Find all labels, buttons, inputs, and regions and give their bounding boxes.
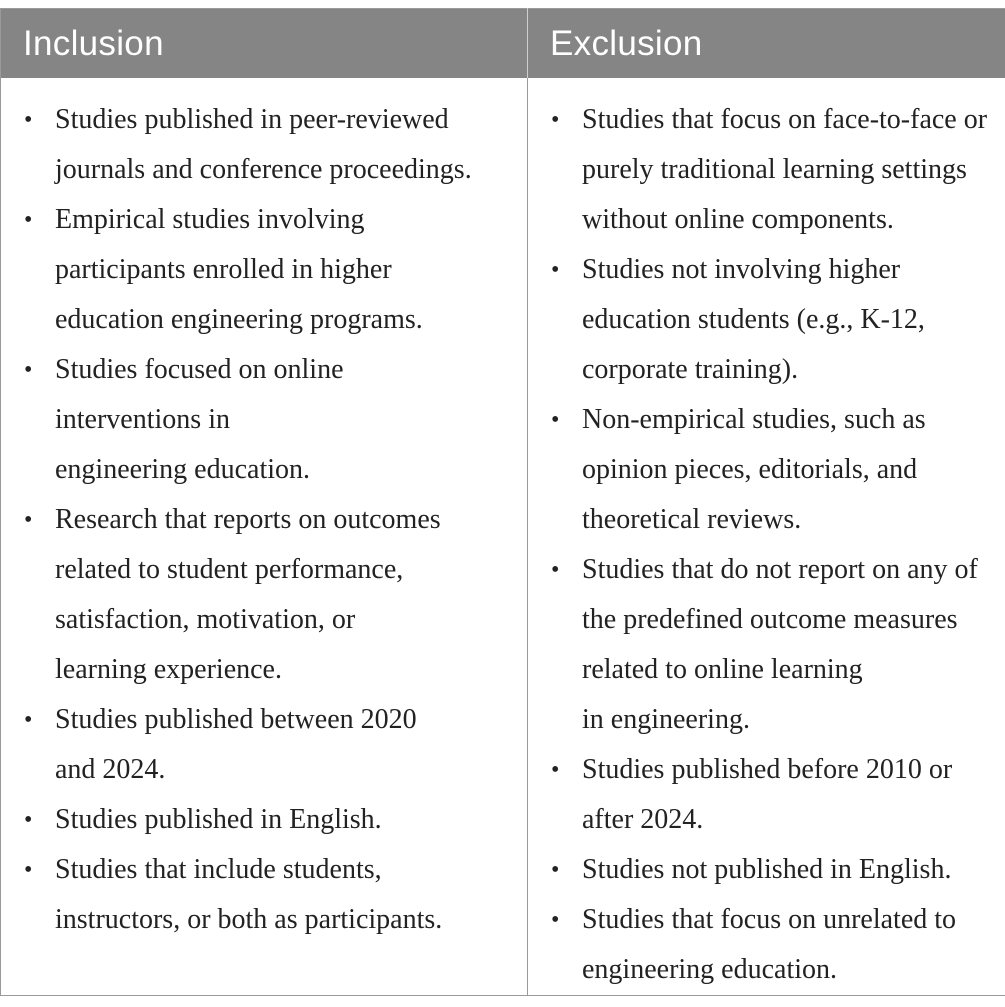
criteria-table: [0, 8, 1005, 996]
criteria-row: [1, 78, 1005, 996]
bullet-icon: •: [551, 107, 560, 133]
exclusion-header: Exclusion: [528, 9, 1005, 79]
exclusion-item-line: Studies not involving higher: [582, 254, 901, 285]
inclusion-item-line: related to student performance,: [55, 554, 404, 585]
inclusion-item-line: satisfaction, motivation, or: [55, 604, 356, 635]
inclusion-item: [1, 195, 527, 345]
inclusion-item-line: Studies published in peer-reviewed: [55, 104, 449, 135]
exclusion-item: [528, 845, 1005, 895]
header-row: [1, 9, 1005, 79]
bullet-icon: •: [551, 857, 560, 883]
exclusion-item-line: opinion pieces, editorials, and: [582, 454, 918, 485]
exclusion-item-line: Studies that do not report on any of: [582, 554, 978, 585]
inclusion-cell: [1, 78, 528, 996]
inclusion-item-line: Empirical studies involving: [55, 204, 365, 235]
exclusion-item-line: related to online learning: [582, 654, 863, 685]
bullet-icon: •: [551, 907, 560, 933]
bullet-icon: •: [24, 857, 33, 883]
bullet-icon: •: [551, 407, 560, 433]
exclusion-item: [528, 895, 1005, 995]
inclusion-item: [1, 95, 527, 195]
exclusion-list: [528, 78, 1005, 995]
exclusion-item-line: corporate training).: [582, 354, 799, 385]
exclusion-item-line: engineering education.: [582, 954, 838, 985]
bullet-icon: •: [24, 807, 33, 833]
exclusion-item-line: Studies that focus on unrelated to: [582, 904, 957, 935]
inclusion-item-line: interventions in: [55, 404, 230, 435]
exclusion-item-line: without online components.: [582, 204, 894, 235]
exclusion-cell: [528, 78, 1005, 996]
inclusion-item-line: and 2024.: [55, 754, 166, 785]
exclusion-item-line: in engineering.: [582, 704, 750, 735]
exclusion-item-line: purely traditional learning settings: [582, 154, 967, 185]
inclusion-item-line: journals and conference proceedings.: [55, 154, 472, 185]
inclusion-item: [1, 695, 527, 795]
inclusion-item-line: learning experience.: [55, 654, 282, 685]
inclusion-item-line: engineering education.: [55, 454, 311, 485]
inclusion-item-line: Research that reports on outcomes: [55, 504, 441, 535]
exclusion-item: [528, 95, 1005, 245]
inclusion-header: Inclusion: [1, 9, 528, 79]
bullet-icon: •: [24, 507, 33, 533]
inclusion-list: [1, 78, 527, 945]
bullet-icon: •: [24, 357, 33, 383]
exclusion-item-line: Studies that focus on face-to-face or: [582, 104, 988, 135]
inclusion-item: [1, 345, 527, 495]
inclusion-item-line: education engineering programs.: [55, 304, 423, 335]
inclusion-item-line: Studies focused on online: [55, 354, 344, 385]
inclusion-item-line: Studies published between 2020: [55, 704, 417, 735]
inclusion-item: [1, 495, 527, 695]
exclusion-item: [528, 245, 1005, 395]
exclusion-item-line: theoretical reviews.: [582, 504, 802, 535]
bullet-icon: •: [24, 107, 33, 133]
bullet-icon: •: [551, 757, 560, 783]
exclusion-item-line: Non-empirical studies, such as: [582, 404, 926, 435]
inclusion-item: [1, 795, 527, 845]
inclusion-item-line: instructors, or both as participants.: [55, 904, 443, 935]
exclusion-item: [528, 395, 1005, 545]
inclusion-item: [1, 845, 527, 945]
exclusion-item: [528, 545, 1005, 745]
bullet-icon: •: [551, 557, 560, 583]
exclusion-item-line: Studies not published in English.: [582, 854, 952, 885]
exclusion-item: [528, 745, 1005, 845]
inclusion-item-line: Studies published in English.: [55, 804, 382, 835]
bullet-icon: •: [24, 207, 33, 233]
bullet-icon: •: [24, 707, 33, 733]
bullet-icon: •: [551, 257, 560, 283]
exclusion-item-line: education students (e.g., K-12,: [582, 304, 925, 335]
exclusion-item-line: the predefined outcome measures: [582, 604, 958, 635]
inclusion-item-line: Studies that include students,: [55, 854, 382, 885]
exclusion-item-line: Studies published before 2010 or: [582, 754, 953, 785]
exclusion-item-line: after 2024.: [582, 804, 704, 835]
inclusion-item-line: participants enrolled in higher: [55, 254, 392, 285]
